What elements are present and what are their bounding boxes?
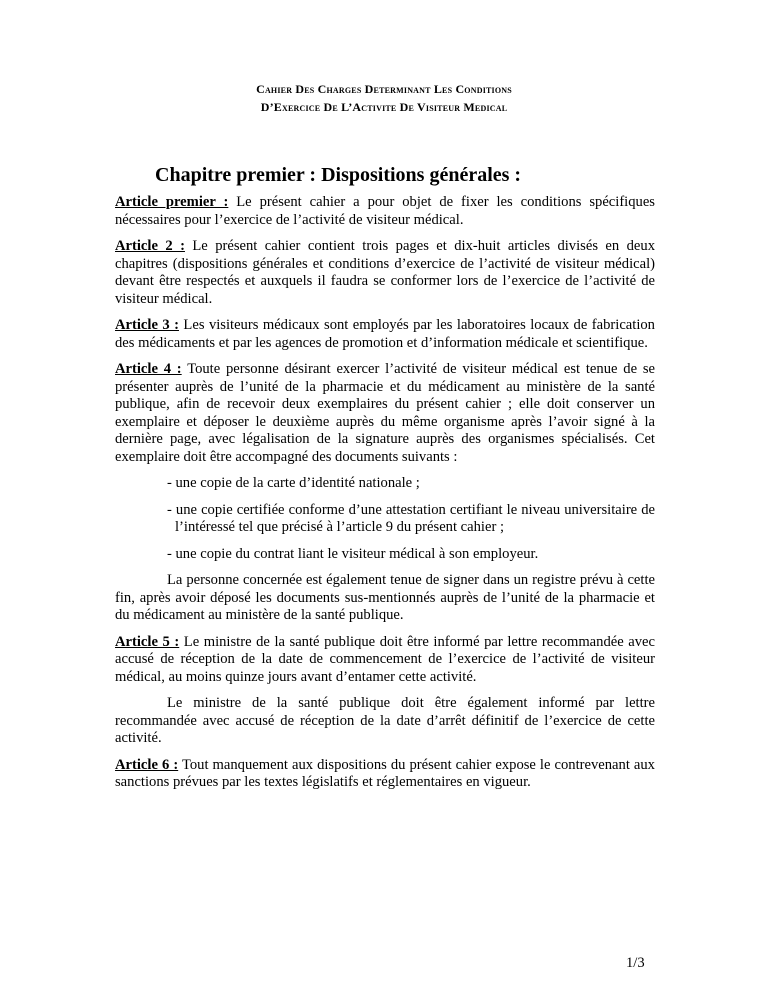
article-6 <box>115 757 655 792</box>
article-3 <box>115 317 655 352</box>
article-4-label: Article 4 : <box>115 361 182 377</box>
document-body <box>115 194 655 801</box>
article-6-text: Tout manquement aux dispositions du présent cahier expose le contrevenant aux sanctions prévues par les textes législatifs et réglementaires en vigueur. <box>115 756 655 790</box>
article-2-label: Article 2 : <box>115 238 185 254</box>
list-item: - une copie de la carte d’identité nationale ; <box>167 475 420 491</box>
article-1-text: Le présent cahier a pour objet de fixer les conditions spécifiques nécessaires pour l’exercice de l’activité de visiteur médical. <box>115 194 655 228</box>
article-1 <box>115 194 655 229</box>
article-2-text: Le présent cahier contient trois pages et dix-huit articles divisés en deux chapitres (dispositions générales et conditions d’exercice de l’activité de visiteur médical) devant être respectés et auxquels il faudra se conformer lors de l’exercice de l’activité de visiteur médical. <box>115 238 655 307</box>
article-5-followup: Le ministre de la santé publique doit être également informé par lettre recommandée avec accusé de réception de la date d’arrêt définitif de l’exercice de cette activité. <box>115 695 655 746</box>
document-title <box>0 80 768 116</box>
article-4-followup: La personne concernée est également tenue de signer dans un registre prévu à cette fin, après avoir déposé les documents sus-mentionnés auprès de l’unité de la pharmacie et du médicament au ministère de la santé publique. <box>115 572 655 623</box>
article-1-label: Article premier : <box>115 194 229 210</box>
article-5 <box>115 634 655 687</box>
list-item: - une copie du contrat liant le visiteur médical à son employeur. <box>167 545 539 562</box>
list-item: - une copie certifiée conforme d’une attestation certifiant le niveau universitaire de l’intéressé tel que précisé à l’article 9 du présent cahier ; <box>167 501 655 535</box>
article-4 <box>115 361 655 466</box>
article-3-text: Les visiteurs médicaux sont employés par les laboratoires locaux de fabrication des médicaments et par les agences de promotion et d’information médicale et scientifique. <box>115 317 655 351</box>
chapter-heading: Chapitre premier : Dispositions générales : <box>155 164 522 186</box>
article-2 <box>115 238 655 308</box>
article-6-label: Article 6 : <box>115 756 179 773</box>
title-line-2: D’Exercice De L’Activite De Visiteur Medical <box>260 100 508 114</box>
article-4-text: Toute personne désirant exercer l’activité de visiteur médical est tenue de se présenter auprès de l’unité de la pharmacie et du médicament au ministère de la santé publique, afin de recevoir deux exemplaires du présent cahier ; elle doit conserver un exemplaire et déposer le deuxième auprès du même organisme après l’avoir signé à la dernière page, avec légalisation de la signature auprès des organismes spécialisés. Cet exemplaire doit être accompagné des documents suivants : <box>115 361 655 465</box>
page-number: 1/3 <box>626 955 645 971</box>
article-3-label: Article 3 : <box>115 317 179 333</box>
title-line-1: Cahier Des Charges Determinant Les Conditions <box>256 82 512 96</box>
article-5-label: Article 5 : <box>115 633 180 650</box>
article-5-text: Le ministre de la santé publique doit être informé par lettre recommandée avec accusé de réception de la date de commencement de l’exercice de l’activité de visiteur médical, au moins quinze jours avant d’entamer cette activité. <box>115 633 655 685</box>
